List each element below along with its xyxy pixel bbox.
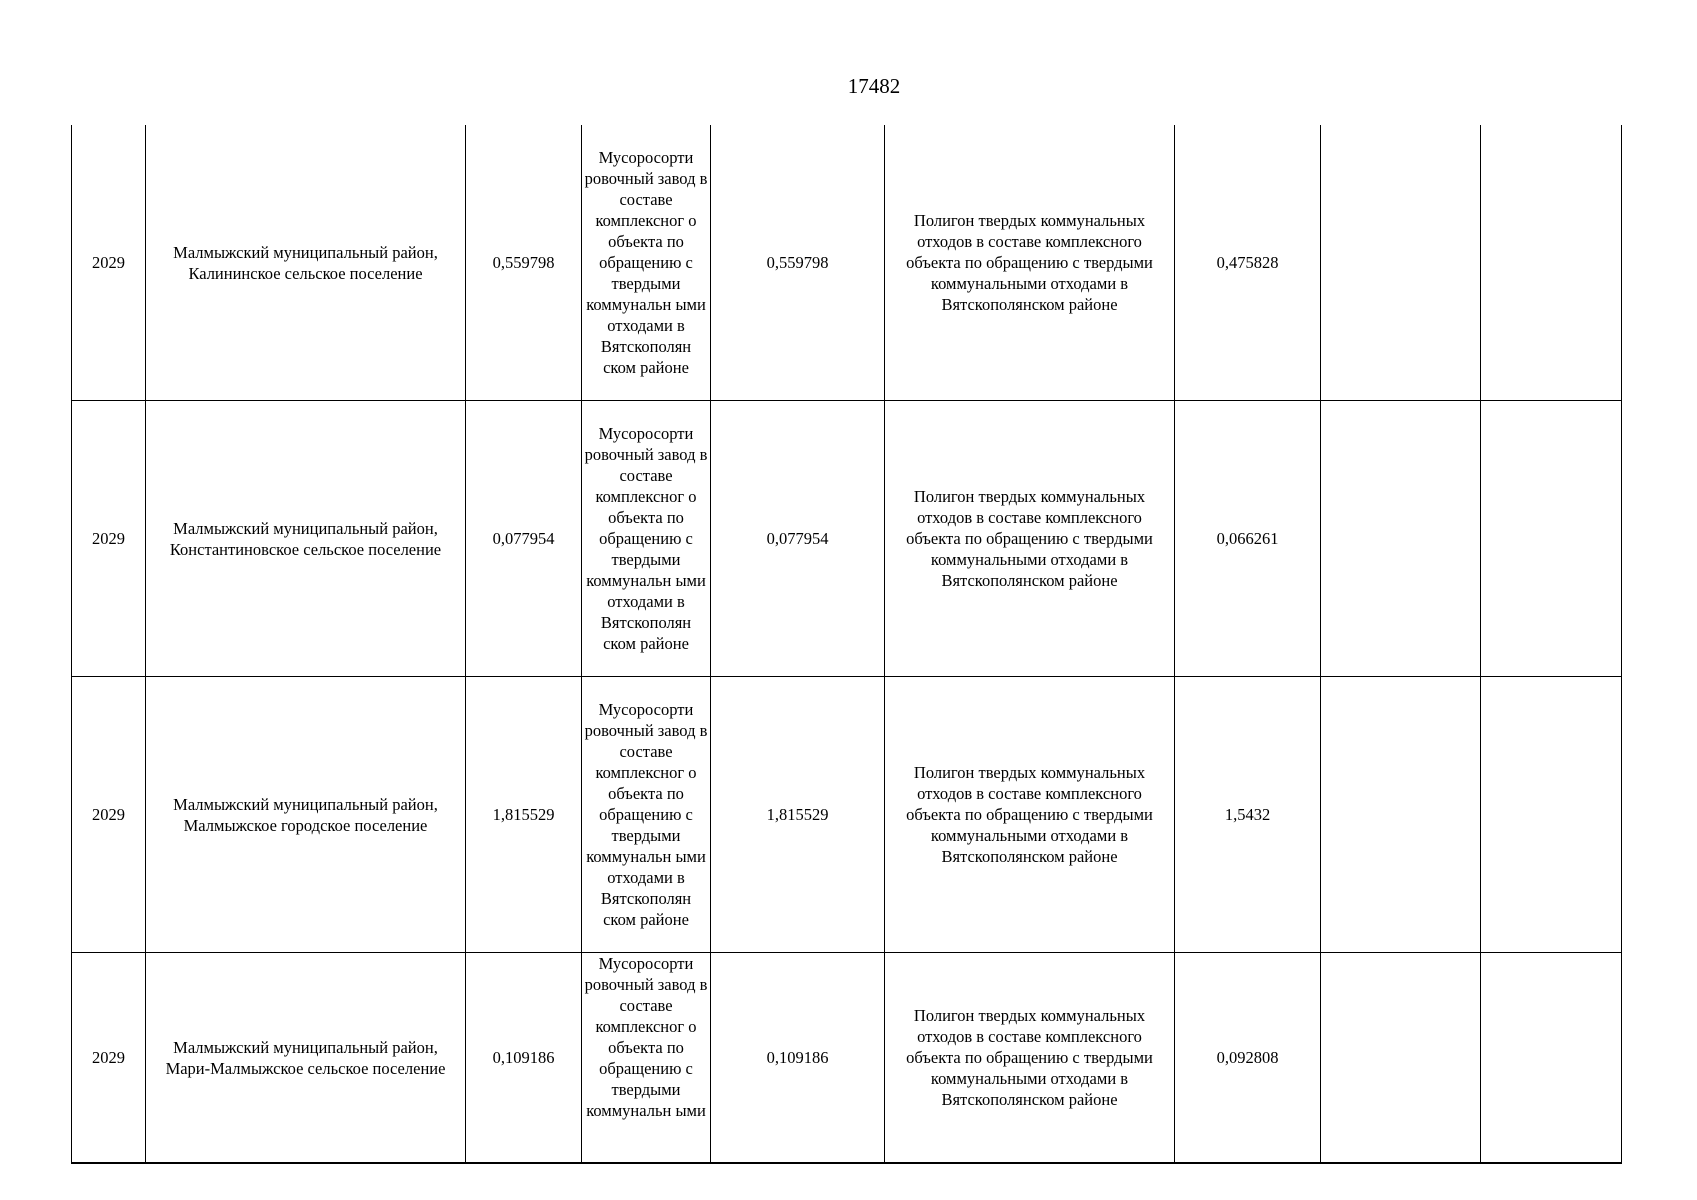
landfill-cell: Полигон твердых коммунальных отходов в составе комплексного объекта по обращению с твердыми коммунальными отходами в Вятскополянском районе bbox=[885, 401, 1175, 677]
volume-cell: 1,815529 bbox=[711, 677, 885, 953]
facility-cell: Мусоросорти ровочный завод в составе комплексног о объекта по обращению с твердыми коммунальн ыми bbox=[582, 953, 711, 1164]
volume-cell: 1,815529 bbox=[466, 677, 582, 953]
empty-cell bbox=[1481, 401, 1622, 677]
empty-cell bbox=[1321, 401, 1481, 677]
year-cell: 2029 bbox=[72, 677, 146, 953]
volume-cell: 0,475828 bbox=[1175, 125, 1321, 401]
year-cell: 2029 bbox=[72, 401, 146, 677]
waste-flow-table bbox=[71, 125, 1622, 1164]
facility-cell: Мусоросорти ровочный завод в составе комплексног о объекта по обращению с твердыми коммунальн ыми отходами в Вятскополян ском районе bbox=[582, 125, 711, 401]
landfill-cell: Полигон твердых коммунальных отходов в составе комплексного объекта по обращению с твердыми коммунальными отходами в Вятскополянском районе bbox=[885, 953, 1175, 1164]
year-cell: 2029 bbox=[72, 953, 146, 1164]
territory-cell: Малмыжский муниципальный район, Константиновское сельское поселение bbox=[146, 401, 466, 677]
volume-cell: 0,066261 bbox=[1175, 401, 1321, 677]
table-row bbox=[72, 125, 1622, 401]
territory-cell: Малмыжский муниципальный район, Калининское сельское поселение bbox=[146, 125, 466, 401]
year-cell: 2029 bbox=[72, 125, 146, 401]
table-row bbox=[72, 953, 1622, 1164]
volume-cell: 0,109186 bbox=[711, 953, 885, 1164]
page-number: 17482 bbox=[847, 74, 901, 98]
volume-cell: 0,077954 bbox=[711, 401, 885, 677]
territory-cell: Малмыжский муниципальный район, Малмыжское городское поселение bbox=[146, 677, 466, 953]
empty-cell bbox=[1481, 677, 1622, 953]
landfill-cell: Полигон твердых коммунальных отходов в составе комплексного объекта по обращению с твердыми коммунальными отходами в Вятскополянском районе bbox=[885, 677, 1175, 953]
volume-cell: 0,109186 bbox=[466, 953, 582, 1164]
volume-cell: 1,5432 bbox=[1175, 677, 1321, 953]
empty-cell bbox=[1321, 953, 1481, 1164]
landfill-cell: Полигон твердых коммунальных отходов в составе комплексного объекта по обращению с твердыми коммунальными отходами в Вятскополянском районе bbox=[885, 125, 1175, 401]
table-row bbox=[72, 401, 1622, 677]
facility-cell: Мусоросорти ровочный завод в составе комплексног о объекта по обращению с твердыми коммунальн ыми отходами в Вятскополян ском районе bbox=[582, 401, 711, 677]
table-row bbox=[72, 677, 1622, 953]
empty-cell bbox=[1321, 677, 1481, 953]
facility-cell: Мусоросорти ровочный завод в составе комплексног о объекта по обращению с твердыми коммунальн ыми отходами в Вятскополян ском районе bbox=[582, 677, 711, 953]
volume-cell: 0,559798 bbox=[711, 125, 885, 401]
empty-cell bbox=[1481, 125, 1622, 401]
territory-cell: Малмыжский муниципальный район, Мари-Малмыжское сельское поселение bbox=[146, 953, 466, 1164]
empty-cell bbox=[1321, 125, 1481, 401]
volume-cell: 0,559798 bbox=[466, 125, 582, 401]
empty-cell bbox=[1481, 953, 1622, 1164]
volume-cell: 0,092808 bbox=[1175, 953, 1321, 1164]
volume-cell: 0,077954 bbox=[466, 401, 582, 677]
